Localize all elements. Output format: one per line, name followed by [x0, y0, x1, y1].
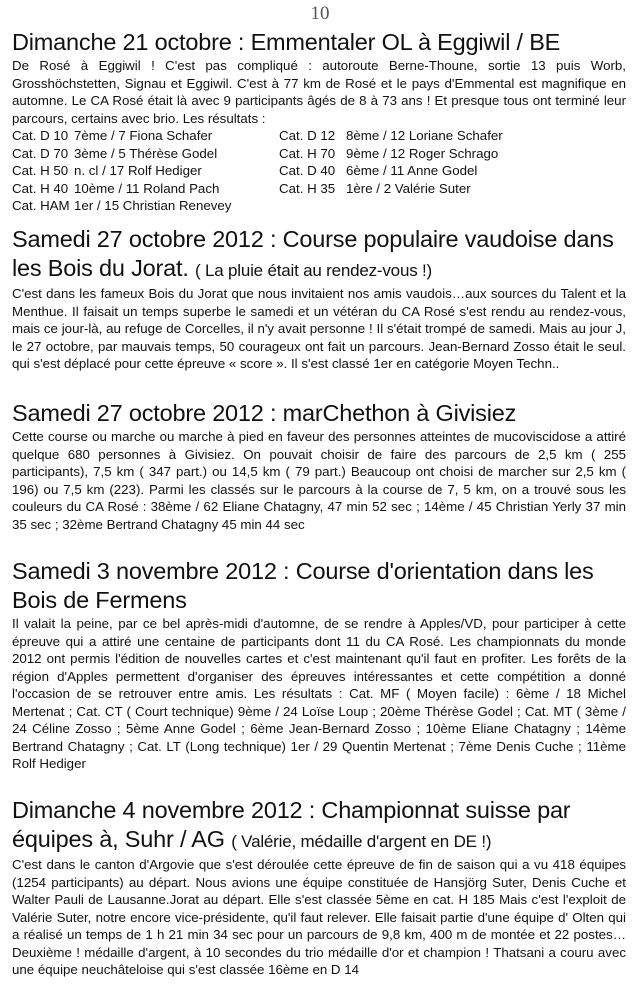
article-title: Samedi 3 novembre 2012 : Course d'orientation dans les Bois de Fermens [12, 558, 594, 613]
result-entry: 1ère / 2 Valérie Suter [346, 180, 471, 196]
result-category: Cat. HAM [12, 198, 70, 213]
result-entry: 7ème / 7 Fiona Schafer [74, 128, 213, 143]
results-table [12, 127, 626, 215]
result-entry: 8ème / 12 Loriane Schafer [346, 128, 503, 143]
article-title: Samedi 27 octobre 2012 : marChethon à Givisiez [12, 400, 517, 426]
article-championnat-suisse [12, 796, 626, 979]
result-category: Cat. H 50 [12, 163, 69, 178]
page-number: 10 [310, 3, 330, 24]
article-course-jorat [12, 225, 626, 373]
result-entry: 6ème / 11 Anne Godel [346, 163, 478, 178]
article-body: Il valait la peine, par ce bel après-midi d'automne, de se rendre à Apples/VD, pour participer à cette épreuve qui a attiré une centaine de participants dont 11 du CA Rosé. Les championnats du monde 2012 ont permis l'édition de nouvelles cartes et c'est maintenant qu'il faut en profiter. Les forêts de la région d'Apples permettent d'organiser des épreuves intéressantes et cette compétition a donné l'occasion de se retrouver entre amis. Les résultats : Cat. MF ( Moyen facile) : 6ème / 18 Michel Mertenat ; Cat. CT ( Court technique) 9ème / 24 Loïse Loup ; 20ème Thérèse Godel ; Cat. MT ( 3ème / 24 Céline Zosso ; 5ème Anne Godel ; 6ème Jean-Bernard Zosso ; 10ème Eliane Chatagny ; 14ème Bertrand Chatagny ; Cat. LT (Long technique) 1er / 29 Quentin Mertenat ; 7ème Denis Cuche ; 11ème Rolf Hediger [12, 616, 626, 771]
article-title: Samedi 27 octobre 2012 : Course populaire vaudoise dans les Bois du Jorat. ( La pluie était au rendez-vous !) [12, 226, 614, 281]
article-body: De Rosé à Eggiwil ! C'est pas compliqué : autoroute Berne-Thoune, sortie 13 puis Worb, Grosshöchstetten, Signau et Eggiwil. C'est à 77 km de Rosé et le pays d'Emmental est magnifique en automne. Le CA Rosé était là avec 9 participants âgés de 8 à 73 ans ! Et presque tous ont terminé leur parcours, certains avec brio. Les résultats : [12, 58, 626, 126]
result-entry: 1er / 15 Christian Renevey [74, 198, 232, 213]
article-body: C'est dans le canton d'Argovie que s'est déroulée cette épreuve de fin de saison qui a vu 418 équipes (1254 participants) au départ. Nous avions une équipe constituée de Hansjörg Suter, Denis Cuche et Walter Pauli de Lausanne.Jorat au départ. Elle s'est classée 5ème en cat. H 185 Mais c'est l'exploit de Valérie Suter, notre encore vice-présidente, qu'il faut relever. Elle faisait partie d'une équipe d' Olten qui a réalisé un temps de 1 h 21 min 34 sec pour un parcours de 9,8 km, 400 m de montée et 22 postes… Deuxième ! médaille d'argent, à 10 secondes du trio médaille d'or et champion ! Thatsani a couru avec une équipe neuchâteloise qui s'est classée 16ème en D 14 [12, 857, 626, 977]
result-row [12, 127, 626, 145]
article-emmentaler-ol [12, 28, 626, 215]
result-category: Cat. H 35 [279, 180, 336, 196]
article-body: Cette course ou marche ou marche à pied en faveur des personnes atteintes de mucoviscidose a attiré quelque 680 personnes à Givisiez. On pouvait choisir de faire des parcours de 2,5 km ( 255 participants), 7,5 km ( 347 part.) ou 14,5 km ( 79 part.) Beaucoup ont choisi de marcher sur 2,5 km ( 196) ou 7,5 km (223). Parmi les classés sur le parcours à la course de 7, 5 km, on a trouvé sous les couleurs du CA Rosé : 38ème / 62 Eliane Chatagny, 47 min 52 sec ; 14ème / 45 Christian Yerly 37 min 35 sec ; 32ème Bertrand Chatagny 45 min 44 sec [12, 429, 626, 532]
result-entry: 10ème / 11 Roland Pach [74, 180, 220, 196]
result-row [12, 162, 626, 180]
result-category: Cat. D 12 [279, 128, 336, 143]
result-category [279, 197, 346, 215]
result-category: Cat. D 10 [12, 128, 69, 143]
result-category: Cat. D 40 [279, 163, 336, 178]
result-category: Cat. H 70 [279, 145, 336, 161]
result-category: Cat. D 70 [12, 145, 69, 161]
result-row [12, 197, 626, 215]
article-fermens [12, 557, 626, 773]
article-title: Dimanche 4 novembre 2012 : Championnat suisse par équipes à, Suhr / AG ( Valérie, médaille d'argent en DE !) [12, 797, 571, 852]
result-row [12, 145, 626, 163]
result-row [12, 180, 626, 198]
result-entry: 9ème / 12 Roger Schrago [346, 145, 499, 161]
article-subtitle: ( La pluie était au rendez-vous !) [195, 261, 433, 280]
article-body: C'est dans les fameux Bois du Jorat que nous invitaient nos amis vaudois…aux sources du Talent et la Menthue. Il faisait un temps superbe le samedi et un vétéran du CA Rosé s'est rendu au rendez-vous, mais ce jour-là, au refuge de Corcelles, il n'y avait personne ! Il s'était trompé de samedi. Mais au jour J, le 27 octobre, par mauvais temps, 50 courageux ont fait un parcours. Jean-Bernard Zosso était le seul. qui s'est déplacé pour cette épreuve « score ». Il s'est classé 1er en catégorie Moyen Techn.. [12, 286, 626, 371]
article-subtitle: ( Valérie, médaille d'argent en DE !) [231, 832, 492, 851]
article-marchethon [12, 399, 626, 533]
result-entry: n. cl / 17 Rolf Hediger [74, 163, 202, 178]
article-title: Dimanche 21 octobre : Emmentaler OL à Eggiwil / BE [12, 29, 561, 55]
result-category: Cat. H 40 [12, 180, 69, 196]
result-entry: 3ème / 5 Thérèse Godel [74, 145, 218, 161]
